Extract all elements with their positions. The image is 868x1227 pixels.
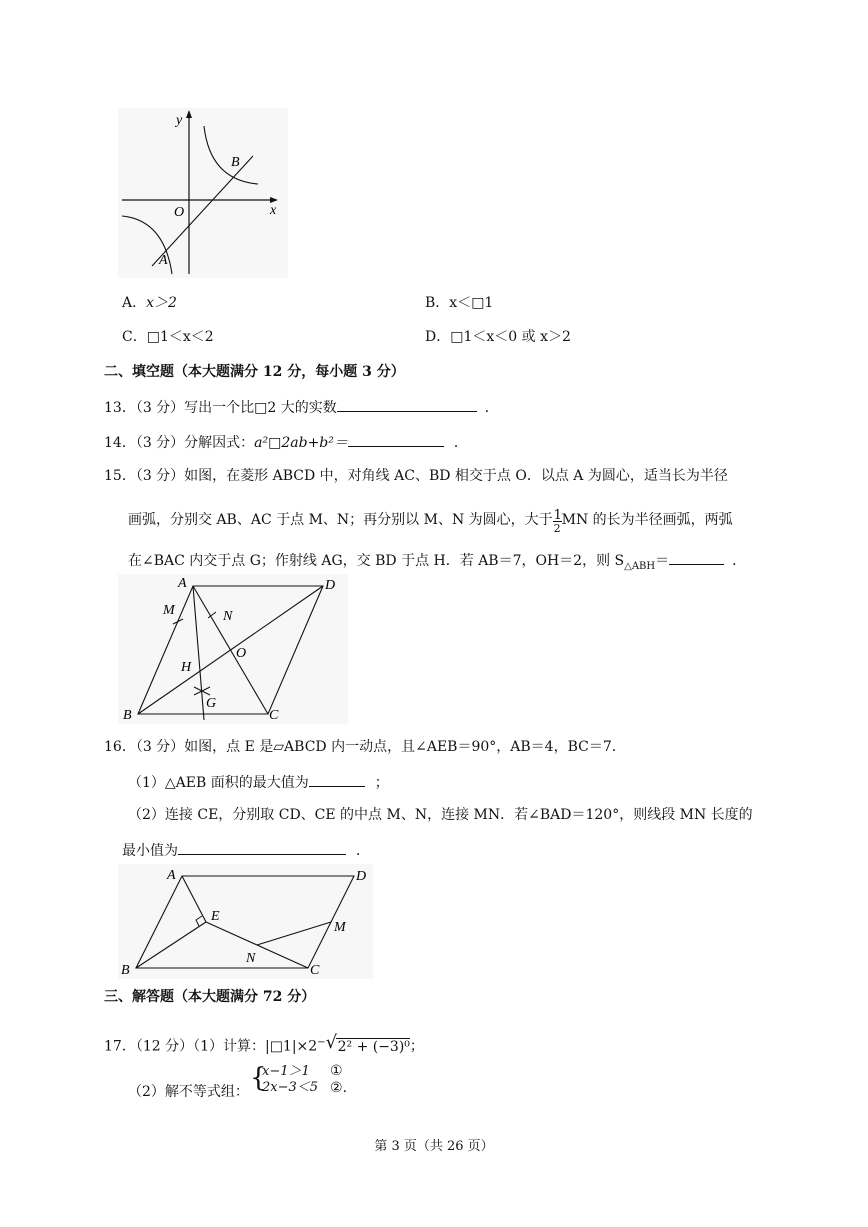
q12-function-graph xyxy=(118,108,288,278)
answer-blank-14[interactable] xyxy=(348,431,444,447)
q16-parallelogram-figure xyxy=(118,864,373,979)
inequality-1: x−1＞1 xyxy=(262,1064,310,1079)
q15-rhombus-figure xyxy=(118,574,348,724)
square-root-expression: √ 2² + (−3)⁰ xyxy=(325,1031,410,1055)
question-16-part1: （1）△AEB 面积的最大值为 ； xyxy=(128,771,389,793)
point-b-label: B xyxy=(231,155,240,170)
point-m-label: M xyxy=(334,920,346,935)
origin-label: O xyxy=(174,205,185,220)
q12-option-b: B．x＜□1 xyxy=(425,295,494,311)
label-circle-2: ②. xyxy=(330,1080,348,1096)
vertex-b-label: B xyxy=(121,963,130,978)
vertex-c-label: C xyxy=(269,708,279,723)
question-15-line2: 画弧，分别交 AB、AC 于点 M、N；再分别以 M、N 为圆心，大于 $\frac{1}{2}$ MN 的长为半径画弧，两弧 xyxy=(128,508,733,535)
vertex-d-label: D xyxy=(325,578,336,593)
point-a-label: A xyxy=(159,253,168,268)
question-17-part1: 17．（12 分）（1）计算：|□1|×2− √ 2² + (−3)⁰； xyxy=(104,1031,424,1055)
question-14: 14．（3 分）分解因式：a²□2ab+b²＝ ． xyxy=(104,431,468,453)
question-15-line3: 在∠BAC 内交于点 G；作射线 AG，交 BD 于点 H．若 AB＝7，OH＝2，则 $S_{\triangle ABH}=$ ． xyxy=(128,549,746,577)
answer-blank-16-2[interactable] xyxy=(178,839,346,855)
question-16-line1: 16．（3 分）如图，点 E 是▱ABCD 内一动点，且∠AEB＝90°，AB＝4，BC＝7． xyxy=(104,739,626,755)
point-h-label: H xyxy=(181,660,192,675)
q12-option-a: A．x＞2 xyxy=(122,295,177,311)
question-15-line1: 15．（3 分）如图，在菱形 ABCD 中，对角线 AC、BD 相交于点 O．以点 A 为圆心，适当长为半径 xyxy=(104,468,728,484)
vertex-b-label: B xyxy=(123,708,132,723)
answer-blank-15[interactable] xyxy=(669,549,724,565)
q12-option-d: D．□1＜x＜0 或 x＞2 xyxy=(425,329,571,345)
question-16-part2: （2）连接 CE，分别取 CD、CE 的中点 M、N，连接 MN．若∠BAD＝120°，则线段 MN 长度的 xyxy=(128,807,753,823)
q12-option-c: C．□1＜x＜2 xyxy=(122,329,214,345)
section-fill-in-title: 二、填空题（本大题满分 12 分，每小题 3 分） xyxy=(104,364,405,380)
point-e-label: E xyxy=(211,909,220,924)
point-g-label: G xyxy=(206,696,217,711)
inequality-2: 2x−3＜5 xyxy=(262,1080,319,1095)
y-axis-label: y xyxy=(176,113,183,128)
question-17-part2: （2）解不等式组： xyxy=(128,1084,249,1100)
vertex-d-label: D xyxy=(356,869,367,884)
vertex-c-label: C xyxy=(310,963,320,978)
inequality-brace: { xyxy=(250,1063,267,1093)
section-solution-title: 三、解答题（本大题满分 72 分） xyxy=(104,989,316,1005)
vertex-a-label: A xyxy=(167,868,176,883)
x-axis-label: x xyxy=(270,203,277,218)
answer-blank-13[interactable] xyxy=(337,396,477,412)
point-n-label: N xyxy=(223,609,233,624)
question-16-part2b: 最小值为 ． xyxy=(122,839,370,861)
vertex-a-label: A xyxy=(178,576,187,591)
label-circle-1: ① xyxy=(330,1063,343,1079)
point-o-label: O xyxy=(236,646,247,661)
answer-blank-16-1[interactable] xyxy=(309,771,365,787)
point-n-label: N xyxy=(246,951,256,966)
page-footer: 第 3 页（共 26 页） xyxy=(374,1139,494,1154)
point-m-label: M xyxy=(163,603,175,618)
question-13: 13．（3 分）写出一个比□2 大的实数 ． xyxy=(104,396,499,418)
